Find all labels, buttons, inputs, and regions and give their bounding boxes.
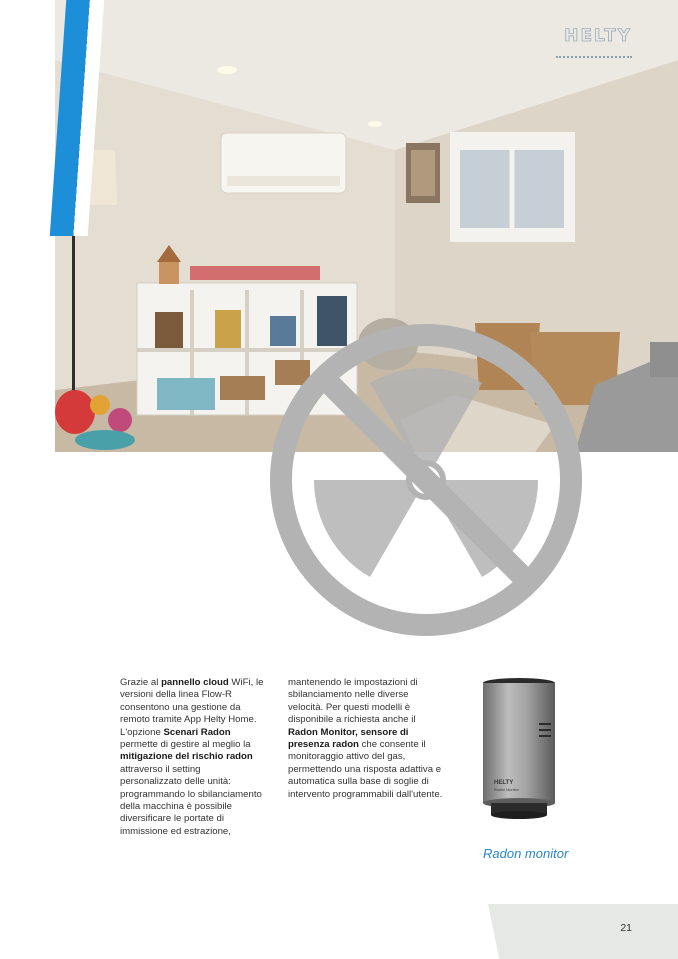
bold-text-run: mitigazione del rischio radon: [120, 751, 253, 763]
bold-text-run: Scenari Radon: [163, 726, 231, 738]
body-text-column-1: [120, 677, 265, 838]
text-run: permette di gestire al meglio la: [120, 739, 251, 751]
device-label-sub: Radon Monitor: [494, 788, 519, 792]
brand-divider: [556, 56, 632, 58]
page-number: 21: [620, 922, 632, 934]
device-caption: Radon monitor: [483, 846, 569, 861]
body-paragraph: [288, 677, 443, 801]
body-text-column-2: [288, 677, 443, 801]
brand-logo: HELTY: [564, 26, 632, 46]
radon-monitor-image: [478, 676, 560, 821]
text-run: che consente il monitoraggio attivo del gas, permettendo una risposta adattiva e automatica sulla base di soglie di intervento programmabili dall'utente.: [288, 739, 443, 800]
no-radon-icon: [266, 320, 586, 640]
text-run: mantenendo le impostazioni di sbilanciamento nelle diverse velocità. Per questi modelli è disponibile a richiesta anche il: [288, 677, 418, 726]
text-run: attraverso il setting personalizzato delle unità: programmando lo sbilanciamento della macchina è possibile diversificare le portate di immissione ed estrazione,: [120, 763, 262, 837]
bold-text-run: pannello cloud: [161, 677, 229, 688]
device-label-brand: HELTY: [494, 780, 514, 786]
bold-text-run: Radon Monitor, sensore di presenza radon: [288, 726, 409, 751]
text-run: WiFi, le versioni della linea Flow-R consentono una gestione da remoto tramite App Helty Home. L'opzione: [120, 677, 264, 738]
text-run: Grazie al: [120, 677, 162, 688]
page-number-tab: [488, 904, 678, 959]
body-paragraph: [120, 677, 265, 838]
